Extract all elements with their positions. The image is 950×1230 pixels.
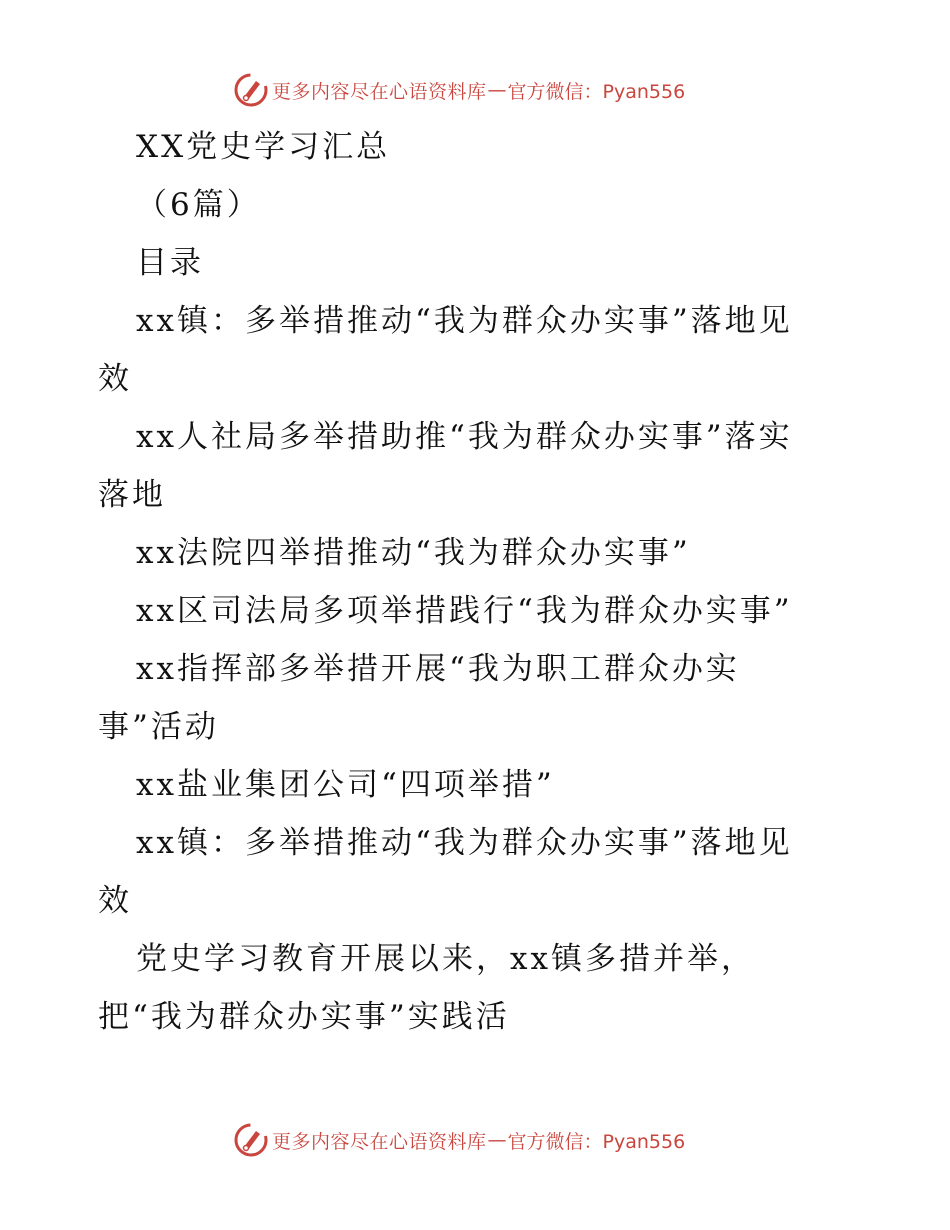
toc-item-line: 事”活动 — [98, 709, 219, 745]
toc-item — [98, 582, 838, 640]
toc-heading: 目录 — [136, 245, 204, 281]
toc-item-line: xx指挥部多举措开展“我为职工群众办实 — [136, 651, 740, 687]
article-title — [98, 814, 838, 930]
pen-seal-logo-icon — [234, 1123, 268, 1157]
article-title-line: 效 — [98, 883, 132, 919]
toc-item-line: 效 — [98, 361, 132, 397]
watermark-dash: — — [487, 1129, 507, 1151]
toc-item — [98, 640, 838, 756]
paragraph-line: 把“我为群众办实事”实践活 — [98, 999, 510, 1035]
article-title-line: xx镇：多举措推动“我为群众办实事”落地见 — [136, 825, 793, 861]
toc-item-line: xx区司法局多项举措践行“我为群众办实事” — [136, 593, 793, 629]
document-body — [98, 118, 838, 1046]
toc-item-line: xx人社局多举措助推“我为群众办实事”落实 — [136, 419, 793, 455]
watermark-header — [234, 72, 714, 108]
toc-item — [98, 292, 838, 408]
watermark-dash: — — [487, 79, 507, 101]
document-count: （6篇） — [136, 187, 261, 223]
toc-item-line: xx盐业集团公司“四项举措” — [136, 767, 555, 803]
watermark-contact: 官方微信：Pyan556 — [507, 80, 686, 103]
toc-item-line: xx镇：多举措推动“我为群众办实事”落地见 — [136, 303, 793, 339]
paragraph-line: 党史学习教育开展以来，xx镇多措并举， — [136, 941, 755, 977]
toc-item-line: xx法院四举措推动“我为群众办实事” — [136, 535, 691, 571]
pen-seal-logo-icon — [234, 73, 268, 107]
document-title: XX党史学习汇总 — [136, 129, 391, 165]
watermark-contact: 官方微信：Pyan556 — [507, 1130, 686, 1153]
toc-item — [98, 756, 838, 814]
watermark-footer — [234, 1122, 714, 1158]
toc-item — [98, 524, 838, 582]
article-paragraph — [98, 930, 838, 1046]
watermark-text: 更多内容尽在心语资料库 — [272, 80, 487, 103]
toc-item-line: 落地 — [98, 477, 166, 513]
toc-item — [98, 408, 838, 524]
watermark-text: 更多内容尽在心语资料库 — [272, 1130, 487, 1153]
